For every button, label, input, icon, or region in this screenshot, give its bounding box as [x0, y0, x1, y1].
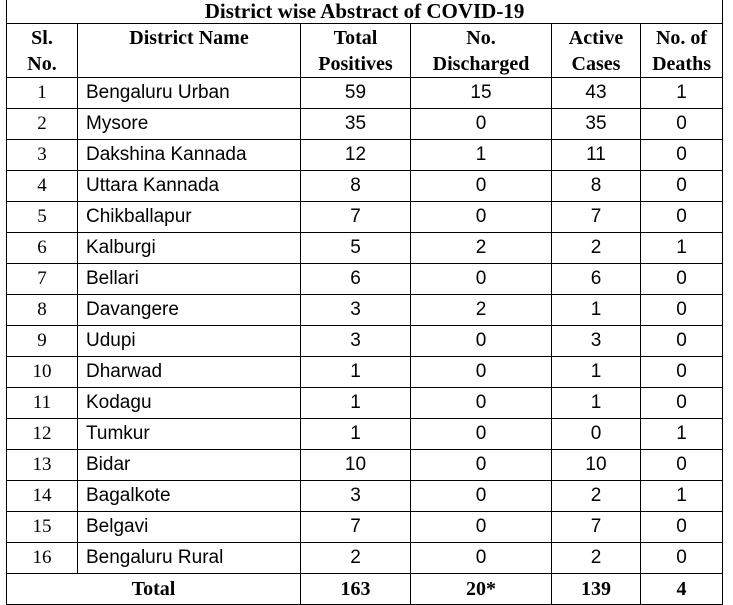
- table-row: [7, 202, 723, 233]
- table-row: [7, 264, 723, 295]
- cell-sl-no: 14: [7, 481, 78, 512]
- cell-discharged: 0: [411, 543, 552, 574]
- table-row: [7, 388, 723, 419]
- cell-discharged: 0: [411, 171, 552, 202]
- cell-discharged: 0: [411, 388, 552, 419]
- cell-active-cases: 8: [552, 171, 641, 202]
- cell-active-cases: 2: [552, 481, 641, 512]
- table-title: District wise Abstract of COVID-19: [7, 0, 723, 24]
- cell-sl-no: 2: [7, 109, 78, 140]
- cell-discharged: 15: [411, 78, 552, 109]
- cell-active-cases: 7: [552, 512, 641, 543]
- cell-sl-no: 9: [7, 326, 78, 357]
- cell-district-name: Udupi: [78, 326, 301, 357]
- cell-active-cases: 1: [552, 388, 641, 419]
- cell-discharged: 0: [411, 357, 552, 388]
- cell-active-cases: 3: [552, 326, 641, 357]
- header-no-of-deaths: No. of Deaths: [641, 24, 723, 78]
- cell-deaths: 0: [641, 295, 723, 326]
- cell-active-cases: 11: [552, 140, 641, 171]
- cell-sl-no: 10: [7, 357, 78, 388]
- cell-total-positives: 8: [301, 171, 411, 202]
- cell-active-cases: 6: [552, 264, 641, 295]
- table-row: [7, 481, 723, 512]
- cell-discharged: 0: [411, 481, 552, 512]
- cell-district-name: Chikballapur: [78, 202, 301, 233]
- cell-active-cases: 1: [552, 295, 641, 326]
- cell-sl-no: 4: [7, 171, 78, 202]
- table-row: [7, 140, 723, 171]
- cell-total-positives: 6: [301, 264, 411, 295]
- cell-sl-no: 16: [7, 543, 78, 574]
- cell-total-positives: 59: [301, 78, 411, 109]
- cell-active-cases: 2: [552, 543, 641, 574]
- cell-deaths: 0: [641, 171, 723, 202]
- table-row: [7, 78, 723, 109]
- cell-active-cases: 1: [552, 357, 641, 388]
- cell-deaths: 1: [641, 419, 723, 450]
- abstract-sheet: [6, 0, 722, 605]
- cell-district-name: Bengaluru Urban: [78, 78, 301, 109]
- table-row: [7, 171, 723, 202]
- cell-active-cases: 35: [552, 109, 641, 140]
- cell-district-name: Bidar: [78, 450, 301, 481]
- cell-district-name: Davangere: [78, 295, 301, 326]
- cell-sl-no: 6: [7, 233, 78, 264]
- district-abstract-table: [6, 0, 723, 605]
- cell-deaths: 0: [641, 264, 723, 295]
- cell-active-cases: 2: [552, 233, 641, 264]
- table-row: [7, 326, 723, 357]
- table-row: [7, 233, 723, 264]
- cell-deaths: 0: [641, 357, 723, 388]
- cell-deaths: 0: [641, 543, 723, 574]
- cell-total-positives: 1: [301, 388, 411, 419]
- cell-deaths: 0: [641, 326, 723, 357]
- cell-sl-no: 5: [7, 202, 78, 233]
- table-row: [7, 357, 723, 388]
- header-total-positives: Total Positives: [301, 24, 411, 78]
- cell-sl-no: 11: [7, 388, 78, 419]
- cell-district-name: Uttara Kannada: [78, 171, 301, 202]
- cell-active-cases: 0: [552, 419, 641, 450]
- cell-district-name: Belgavi: [78, 512, 301, 543]
- cell-total-positives: 5: [301, 233, 411, 264]
- cell-district-name: Kalburgi: [78, 233, 301, 264]
- cell-deaths: 0: [641, 512, 723, 543]
- cell-sl-no: 7: [7, 264, 78, 295]
- cell-sl-no: 3: [7, 140, 78, 171]
- total-active-cases: 139: [552, 574, 641, 605]
- header-row: [7, 24, 723, 78]
- cell-discharged: 0: [411, 450, 552, 481]
- cell-discharged: 0: [411, 419, 552, 450]
- table-row: [7, 450, 723, 481]
- cell-deaths: 0: [641, 450, 723, 481]
- cell-total-positives: 1: [301, 357, 411, 388]
- cell-deaths: 0: [641, 140, 723, 171]
- table-row: [7, 295, 723, 326]
- cell-discharged: 2: [411, 295, 552, 326]
- cell-discharged: 1: [411, 140, 552, 171]
- cell-sl-no: 12: [7, 419, 78, 450]
- cell-district-name: Bengaluru Rural: [78, 543, 301, 574]
- total-label: Total: [7, 574, 301, 605]
- header-active-cases: Active Cases: [552, 24, 641, 78]
- cell-total-positives: 3: [301, 295, 411, 326]
- cell-discharged: 0: [411, 326, 552, 357]
- cell-district-name: Tumkur: [78, 419, 301, 450]
- cell-total-positives: 7: [301, 512, 411, 543]
- cell-active-cases: 7: [552, 202, 641, 233]
- cell-total-positives: 3: [301, 481, 411, 512]
- cell-district-name: Bagalkote: [78, 481, 301, 512]
- cell-deaths: 0: [641, 388, 723, 419]
- header-sl-no: Sl. No.: [7, 24, 78, 78]
- cell-district-name: Kodagu: [78, 388, 301, 419]
- cell-total-positives: 10: [301, 450, 411, 481]
- cell-district-name: Bellari: [78, 264, 301, 295]
- total-deaths: 4: [641, 574, 723, 605]
- total-discharged: 20*: [411, 574, 552, 605]
- total-positives: 163: [301, 574, 411, 605]
- cell-total-positives: 1: [301, 419, 411, 450]
- cell-sl-no: 13: [7, 450, 78, 481]
- cell-discharged: 0: [411, 512, 552, 543]
- cell-discharged: 2: [411, 233, 552, 264]
- cell-deaths: 1: [641, 78, 723, 109]
- header-no-discharged: No. Discharged: [411, 24, 552, 78]
- cell-sl-no: 1: [7, 78, 78, 109]
- cell-total-positives: 12: [301, 140, 411, 171]
- cell-discharged: 0: [411, 202, 552, 233]
- cell-total-positives: 7: [301, 202, 411, 233]
- table-row: [7, 109, 723, 140]
- title-row: [7, 0, 723, 24]
- cell-sl-no: 8: [7, 295, 78, 326]
- cell-active-cases: 43: [552, 78, 641, 109]
- cell-total-positives: 2: [301, 543, 411, 574]
- table-row: [7, 512, 723, 543]
- cell-district-name: Dharwad: [78, 357, 301, 388]
- header-district-name: District Name: [78, 24, 301, 78]
- cell-deaths: 1: [641, 233, 723, 264]
- cell-active-cases: 10: [552, 450, 641, 481]
- cell-district-name: Dakshina Kannada: [78, 140, 301, 171]
- cell-total-positives: 35: [301, 109, 411, 140]
- cell-discharged: 0: [411, 109, 552, 140]
- cell-sl-no: 15: [7, 512, 78, 543]
- table-row: [7, 419, 723, 450]
- cell-deaths: 1: [641, 481, 723, 512]
- cell-deaths: 0: [641, 202, 723, 233]
- cell-total-positives: 3: [301, 326, 411, 357]
- cell-district-name: Mysore: [78, 109, 301, 140]
- cell-discharged: 0: [411, 264, 552, 295]
- cell-deaths: 0: [641, 109, 723, 140]
- table-row: [7, 543, 723, 574]
